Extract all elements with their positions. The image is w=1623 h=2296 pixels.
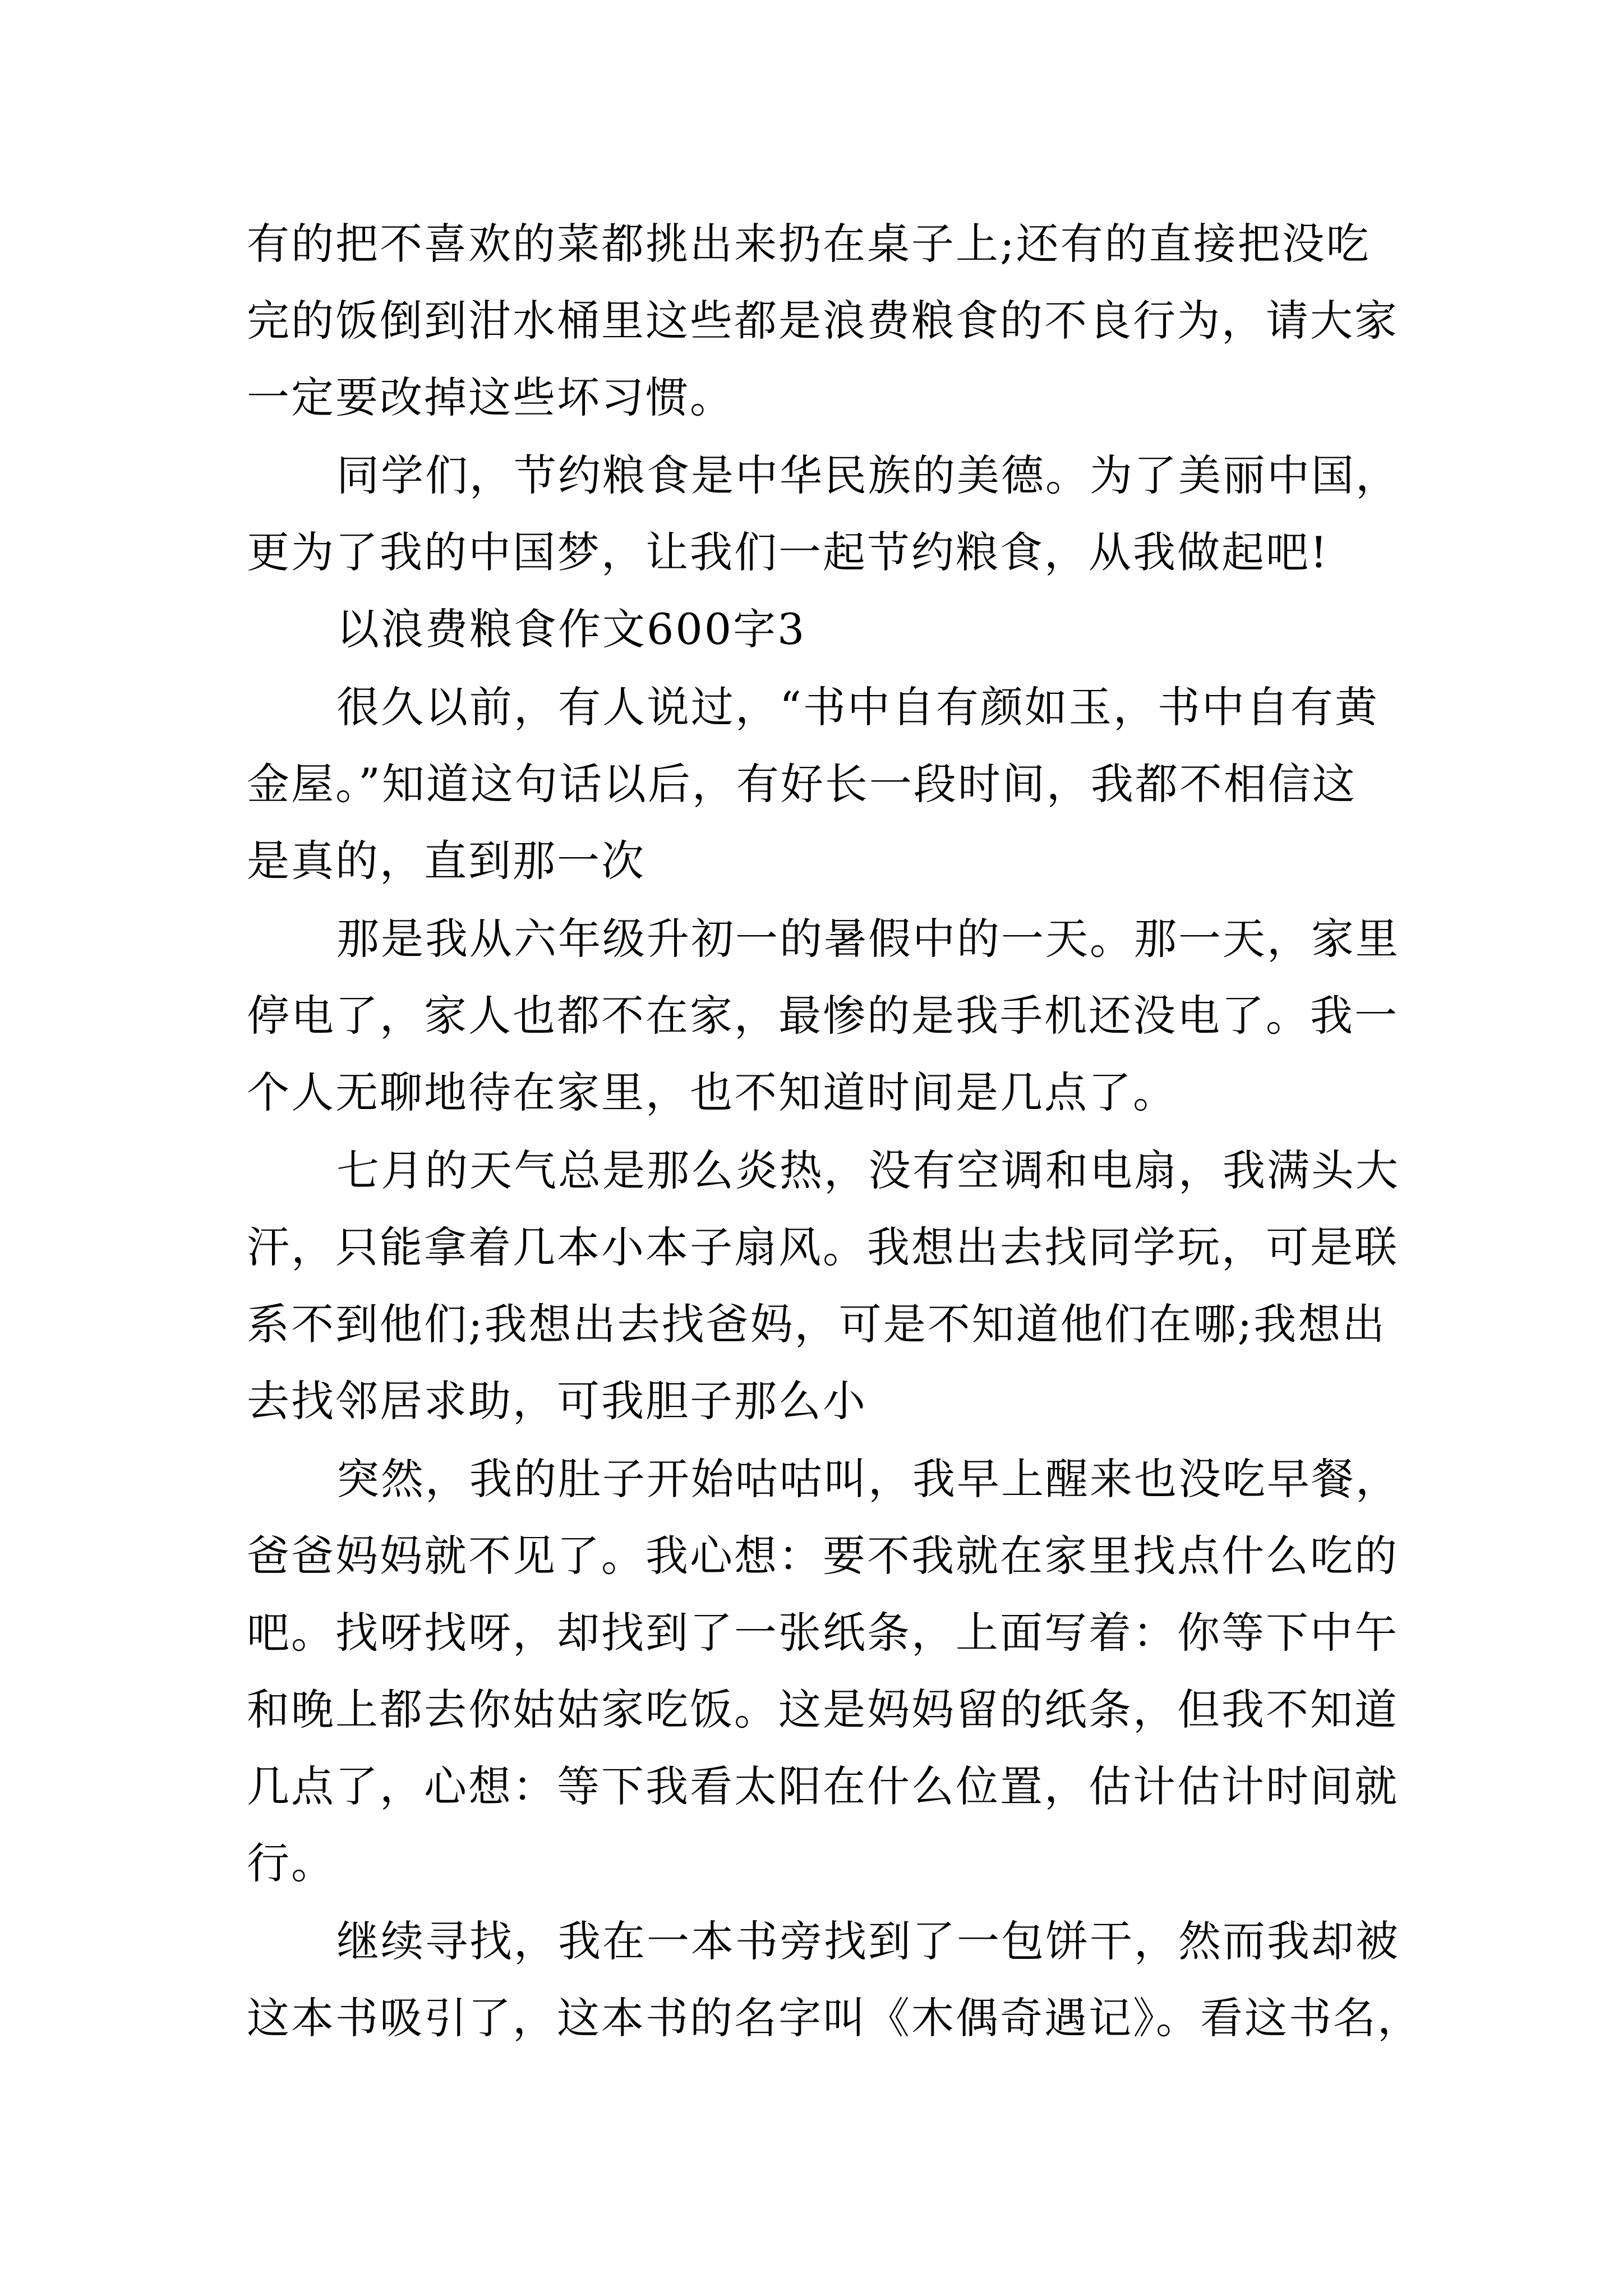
paragraph-first-line: 突然，我的肚子开始咕咕叫，我早上醒来也没吃早餐， bbox=[336, 1454, 1400, 1504]
text-line: 这本书吸引了，这本书的名字叫《木偶奇遇记》。看这书名， bbox=[247, 1993, 1422, 2043]
paragraph-first-line: 七月的天气总是那么炎热，没有空调和电扇，我满头大 bbox=[336, 1145, 1400, 1195]
text-line: 是真的，直到那一次 bbox=[247, 836, 645, 886]
text-line: 停电了，家人也都不在家，最惨的是我手机还没电了。我一 bbox=[247, 991, 1399, 1041]
text-line: 汗，只能拿着几本小本子扇风。我想出去找同学玩，可是联 bbox=[247, 1222, 1399, 1272]
text-line: 个人无聊地待在家里，也不知道时间是几点了。 bbox=[247, 1068, 1177, 1117]
text-line: 行。 bbox=[247, 1838, 335, 1888]
text-line: 有的把不喜欢的菜都挑出来扔在桌子上;还有的直接把没吃 bbox=[247, 219, 1371, 269]
text-line: 金屋。”知道这句话以后，有好长一段时间，我都不相信这 bbox=[247, 759, 1357, 809]
section-heading: 以浪费粮食作文600字3 bbox=[336, 604, 806, 654]
paragraph-first-line: 很久以前，有人说过，“书中自有颜如玉，书中自有黄 bbox=[336, 682, 1379, 732]
text-line: 爸爸妈妈就不见了。我心想：要不我就在家里找点什么吃的 bbox=[247, 1531, 1399, 1581]
paragraph-first-line: 那是我从六年级升初一的暑假中的一天。那一天，家里 bbox=[336, 914, 1400, 964]
text-line: 几点了，心想：等下我看太阳在什么位置，估计估计时间就 bbox=[247, 1761, 1399, 1811]
paragraph-first-line: 同学们，节约粮食是中华民族的美德。为了美丽中国， bbox=[336, 450, 1400, 500]
text-line: 系不到他们;我想出去找爸妈，可是不知道他们在哪;我想出 bbox=[247, 1299, 1387, 1349]
text-line: 更为了我的中国梦，让我们一起节约粮食，从我做起吧! bbox=[247, 527, 1329, 577]
text-line: 和晚上都去你姑姑家吃饭。这是妈妈留的纸条，但我不知道 bbox=[247, 1685, 1399, 1734]
text-line: 完的饭倒到泔水桶里这些都是浪费粮食的不良行为，请大家 bbox=[247, 296, 1399, 346]
text-line: 去找邻居求助，可我胆子那么小 bbox=[247, 1376, 867, 1426]
paragraph-first-line: 继续寻找，我在一本书旁找到了一包饼干，然而我却被 bbox=[336, 1916, 1400, 1966]
text-line: 吧。找呀找呀，却找到了一张纸条，上面写着：你等下中午 bbox=[247, 1608, 1399, 1658]
text-line: 一定要改掉这些坏习惯。 bbox=[247, 372, 734, 422]
